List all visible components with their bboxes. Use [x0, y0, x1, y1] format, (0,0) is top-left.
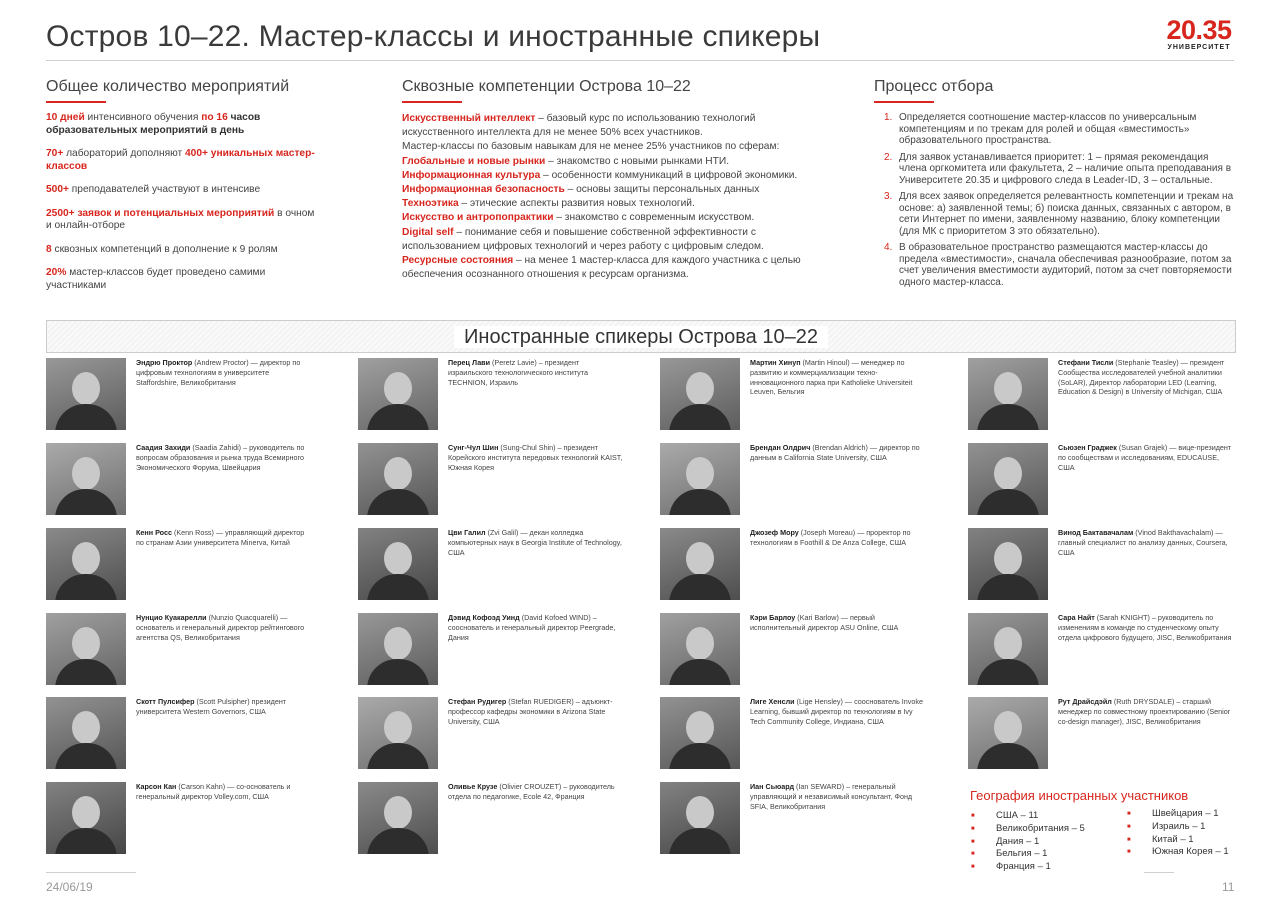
competence-desc: – знакомство с современным искусством. — [553, 212, 755, 224]
speaker-description: (Peretz Lavie) – президент израильского технологического института TECHNION, Израиль — [448, 358, 588, 387]
page-number: 11 — [1222, 880, 1235, 894]
speaker-photo — [46, 528, 126, 600]
geography-list-left — [996, 810, 1085, 874]
events-item-part: 20% — [46, 267, 67, 278]
speaker-card — [968, 443, 1233, 515]
speaker-bio — [136, 613, 311, 685]
speaker-name: Нунцио Куакарелли — [136, 613, 207, 622]
competence-item — [402, 211, 802, 225]
competences-heading-text: Сквозные компетенции Острова 10–22 — [402, 78, 691, 95]
speaker-photo — [46, 443, 126, 515]
speaker-photo — [660, 697, 740, 769]
speaker-description: (Zvi Galil) — декан колледжа компьютерных наук в Georgia Institute of Technology, США — [448, 528, 622, 557]
speaker-card — [358, 528, 623, 600]
events-item-part: лабораторий дополняют — [63, 148, 185, 159]
events-item — [46, 148, 316, 173]
photo-head-silhouette — [686, 627, 714, 660]
competence-item — [402, 197, 802, 211]
page-title: Остров 10–22. Мастер-классы и иностранные спикеры — [46, 20, 821, 53]
speaker-bio — [750, 782, 925, 854]
speaker-name: Карсон Кан — [136, 782, 177, 791]
selection-step-number: 2. — [884, 151, 893, 163]
speaker-description: (Vinod Bakthavachalam) — главный специалист по анализу данных, Coursera, США — [1058, 528, 1228, 557]
speaker-bio — [1058, 528, 1233, 600]
competence-name: Техноэтика — [402, 198, 459, 210]
speaker-bio — [136, 528, 311, 600]
speaker-description: (Stefan RUEDIGER) – адъюнкт-профессор кафедры экономики в Arizona State University, США — [448, 697, 613, 726]
geography-item: ■ Бельгия – 1 — [996, 848, 1085, 861]
speaker-card — [46, 443, 311, 515]
events-item — [46, 208, 316, 233]
speaker-card — [358, 782, 623, 854]
photo-head-silhouette — [384, 372, 412, 405]
photo-head-silhouette — [686, 711, 714, 744]
speaker-description: (Kari Barlow) — первый исполнительный директор ASU Online, США — [750, 613, 899, 632]
speaker-bio — [750, 697, 925, 769]
photo-head-silhouette — [686, 372, 714, 405]
selection-step-number: 1. — [884, 112, 893, 123]
photo-head-silhouette — [686, 457, 714, 490]
events-item-part: интенсивного обучения — [84, 112, 202, 123]
speaker-bio — [448, 443, 623, 515]
photo-head-silhouette — [686, 796, 714, 829]
speaker-card — [660, 613, 925, 685]
speaker-bio — [1058, 697, 1233, 769]
speaker-description: (Sarah KNIGHT) – руководитель по изменениям в команде по студенческому опыту отдела цифрового будущего, JISC, Великобритания — [1058, 613, 1232, 642]
speaker-card — [968, 358, 1233, 430]
speaker-bio — [1058, 613, 1233, 685]
competence-item — [402, 140, 802, 154]
speaker-bio — [136, 358, 311, 430]
selection-step-text: В образовательное пространство размещаются мастер-классы до предела «вместимости», сначала обеспечивая разнообразие, потом за счет увеличения вместимости аудиторий, потом за счет повторяемости одного мастер-класса. — [899, 242, 1232, 288]
events-item — [46, 267, 316, 292]
photo-head-silhouette — [994, 372, 1022, 405]
speaker-description: (Nunzio Quacquarelli) — основатель и генеральный директор рейтингового агентства QS, Великобритания — [136, 613, 305, 642]
competence-name: Digital self — [402, 226, 454, 238]
speaker-description: (Martin Hinoul) — менеджер по развитию и коммерциализации техно-инновационного парка при Katholieke Universiteit Leuven, Бельгия — [750, 358, 913, 397]
geography-item: ■ Швейцария – 1 — [1152, 808, 1229, 821]
title-divider — [46, 60, 1234, 61]
footer-divider-left — [46, 872, 136, 873]
competences-heading — [402, 78, 691, 103]
speaker-name: Стефан Рудигер — [448, 697, 507, 706]
events-item-part: в очном и онлайн-отборе — [46, 207, 315, 231]
speaker-photo — [46, 697, 126, 769]
speaker-card — [968, 528, 1233, 600]
competence-name: Искусственный интеллект — [402, 113, 536, 124]
photo-head-silhouette — [384, 457, 412, 490]
speaker-photo — [46, 358, 126, 430]
photo-head-silhouette — [994, 457, 1022, 490]
events-heading — [46, 78, 289, 103]
speaker-description: (Joseph Moreau) — проректор по технологиям в Foothill & De Anza College, США — [750, 528, 911, 547]
geography-title: География иностранных участников — [970, 788, 1189, 803]
photo-head-silhouette — [994, 627, 1022, 660]
geography-item: ■ Великобритания – 5 — [996, 823, 1085, 836]
speaker-photo — [358, 782, 438, 854]
events-item-part: сквозных компетенций в дополнение к 9 ролям — [51, 243, 278, 255]
events-item — [46, 112, 316, 137]
speaker-photo — [968, 358, 1048, 430]
competence-desc: – базовый курс по использованию технологий искусственного интеллекта для не менее 50% всех участников. — [402, 113, 756, 139]
speaker-name: Кэри Барлоу — [750, 613, 796, 622]
speaker-name: Рут Драйсдэйл — [1058, 697, 1112, 706]
photo-head-silhouette — [72, 711, 100, 744]
selection-step-text: Для всех заявок определяется релевантность компетенции и трекам на основе: а) заявленной темы; б) поиска данных, связанных с автором, в сети Интернет по имени, заявленному названию, блоку компетенции (для МК с приоритетом 3 это обязательно). — [899, 191, 1234, 237]
events-item-part: 500+ — [46, 184, 69, 195]
speaker-card — [660, 443, 925, 515]
competence-item — [402, 226, 802, 254]
competence-desc: – этические аспекты развития новых технологий. — [458, 198, 695, 210]
speaker-photo — [660, 782, 740, 854]
photo-head-silhouette — [72, 627, 100, 660]
speaker-photo — [660, 528, 740, 600]
photo-head-silhouette — [686, 542, 714, 575]
competence-item — [402, 254, 802, 282]
speaker-bio — [448, 782, 623, 854]
speaker-photo — [660, 358, 740, 430]
competence-name: Искусство и антропопрактики — [402, 212, 554, 224]
speaker-name: Лиге Хенсли — [750, 697, 795, 706]
competence-item — [402, 183, 802, 197]
speaker-photo — [660, 613, 740, 685]
speaker-description: (Sung-Chul Shin) – президент Корейского института передовых технологий KAIST, Южная Корея — [448, 443, 623, 472]
speaker-card — [968, 613, 1233, 685]
competence-desc: – основы защиты персональных данных — [564, 184, 760, 196]
competence-desc: – знакомство с новыми рынками НТИ. — [545, 155, 730, 167]
geography-item: ■ Южная Корея – 1 — [1152, 846, 1229, 859]
selection-step-number: 3. — [884, 191, 893, 202]
events-item-part: часов образовательных мероприятий в день — [46, 112, 261, 136]
speaker-card — [358, 358, 623, 430]
speaker-bio — [136, 697, 311, 769]
competence-desc: – особенности коммуникаций в цифровой экономики. — [540, 169, 798, 181]
events-item-part: преподавателей участвуют в интенсиве — [68, 184, 261, 195]
speaker-name: Дэвид Кофоэд Уинд — [448, 613, 520, 622]
selection-step — [884, 191, 1234, 237]
speaker-bio — [1058, 443, 1233, 515]
speaker-name: Сунг-Чул Шин — [448, 443, 499, 452]
speaker-bio — [750, 528, 925, 600]
speaker-bio — [448, 613, 623, 685]
speaker-bio — [136, 443, 311, 515]
speaker-description: (Susan Grajek) — вице-президент по сообществам и исследованиям, EDUCAUSE, США — [1058, 443, 1232, 472]
speaker-description: (Lige Hensley) — сооснователь Invoke Learning, бывший директор по технологиям в Ivy Tech Community College, Индиана, США — [750, 697, 923, 726]
speaker-photo — [358, 358, 438, 430]
speaker-description: (Ian SEWARD) – генеральный управляющий и независимый консультант, Фонд SFIA, Великобритания — [750, 782, 913, 811]
photo-head-silhouette — [72, 542, 100, 575]
speaker-description: (Scott Pulsipher) президент университета Western Governors, США — [136, 697, 287, 716]
events-item-part: 400+ уникальных мастер-классов — [46, 148, 315, 172]
speaker-name: Стефани Тисли — [1058, 358, 1114, 367]
speaker-name: Перец Лави — [448, 358, 491, 367]
logo-number: 20.35 — [1166, 15, 1232, 45]
events-item-part: 70+ — [46, 148, 64, 159]
speaker-card — [358, 443, 623, 515]
selection-step — [884, 112, 1234, 147]
photo-head-silhouette — [72, 457, 100, 490]
speaker-card — [46, 528, 311, 600]
speaker-photo — [968, 697, 1048, 769]
selection-step-text: Для заявок устанавливается приоритет: 1 – прямая рекомендация члена оргкомитета или факультета, 2 – наличие опыта преподавания в Университете 20.35 и цифрового следа в Leader-ID, 3 – остальные. — [899, 151, 1232, 186]
speaker-name: Винод Бактавачалам — [1058, 528, 1134, 537]
speakers-banner-title: Иностранные спикеры Острова 10–22 — [454, 326, 828, 348]
geography-item: ■ Франция – 1 — [996, 861, 1085, 874]
events-item — [46, 184, 316, 197]
competence-item — [402, 155, 802, 169]
speaker-description: (Saadia Zahidi) – руководитель по вопросам образования и рынка труда Всемирного Экономического Форума, Швейцария — [136, 443, 305, 472]
photo-head-silhouette — [994, 711, 1022, 744]
photo-head-silhouette — [72, 372, 100, 405]
competence-name: Глобальные и новые рынки — [402, 155, 546, 167]
photo-head-silhouette — [384, 542, 412, 575]
footer-divider-right — [1144, 872, 1174, 873]
speaker-card — [46, 613, 311, 685]
events-item-part: по 16 — [201, 112, 228, 123]
speaker-bio — [448, 697, 623, 769]
speaker-photo — [46, 613, 126, 685]
speaker-bio — [750, 613, 925, 685]
geography-item: ■ Китай – 1 — [1152, 834, 1229, 847]
speakers-banner — [46, 320, 1236, 353]
speaker-card — [660, 782, 925, 854]
speaker-photo — [968, 443, 1048, 515]
selection-heading-text: Процесс отбора — [874, 78, 994, 95]
events-heading-text: Общее количество мероприятий — [46, 78, 290, 95]
geography-item: ■ США – 11 — [996, 810, 1085, 823]
speaker-name: Кенн Росс — [136, 528, 172, 537]
speaker-card — [660, 358, 925, 430]
events-item-part: 2500+ заявок и потенциальных мероприятий — [46, 207, 275, 219]
speaker-photo — [46, 782, 126, 854]
speaker-card — [46, 358, 311, 430]
speaker-photo — [358, 613, 438, 685]
selection-step-number: 4. — [884, 242, 893, 253]
geography-list-right — [1152, 808, 1229, 859]
speaker-name: Джозеф Мору — [750, 528, 799, 537]
speaker-bio — [750, 443, 925, 515]
speaker-photo — [968, 528, 1048, 600]
speaker-card — [660, 528, 925, 600]
footer-date: 24/06/19 — [46, 880, 93, 894]
speaker-photo — [358, 697, 438, 769]
events-item-part: 10 дней — [46, 112, 85, 123]
speaker-card — [660, 697, 925, 769]
competence-name: Информационная культура — [402, 169, 541, 181]
speaker-name: Скотт Пулсифер — [136, 697, 195, 706]
logo-text: УНИВЕРСИТЕТ — [1167, 44, 1231, 51]
speaker-name: Иан Сьюард — [750, 782, 795, 791]
selection-step-text: Определяется соотношение мастер-классов по универсальным компетенциям и по трекам для ролей и общая «вместимость» образовательного пространства. — [899, 112, 1197, 146]
speaker-name: Оливье Крузе — [448, 782, 498, 791]
speaker-bio — [1058, 358, 1233, 430]
photo-head-silhouette — [384, 711, 412, 744]
competence-desc: – на менее 1 мастер-класса для каждого участника с целью обеспечения осознанного отношения к ресурсам организма. — [402, 255, 801, 281]
speaker-card — [358, 613, 623, 685]
speaker-card — [358, 697, 623, 769]
speaker-name: Саадия Захиди — [136, 443, 191, 452]
events-item-part: 8 — [46, 243, 52, 255]
speaker-description: (Andrew Proctor) — директор по цифровым технологиям в университете Staffordshire, Великобритания — [136, 358, 301, 387]
speaker-name: Сьюзен Граджек — [1058, 443, 1117, 452]
speaker-description: (Ruth DRYSDALE) – старший менеджер по совместному проектированию (Senior co-design manager), JISC, Великобритания — [1058, 697, 1231, 726]
selection-steps — [884, 112, 1234, 293]
speaker-photo — [968, 613, 1048, 685]
speaker-bio — [750, 358, 925, 430]
competence-name: Ресурсные состояния — [402, 255, 514, 267]
speaker-description: (Stephanie Teasley) — президент Сообщества исследователей учебной аналитики (SoLAR), Директор лаборатории LED (Learning, Education & Design) в University of Michigan, США — [1058, 358, 1225, 397]
heading-underline — [46, 101, 106, 103]
speaker-name: Сара Найт — [1058, 613, 1095, 622]
events-item-part: мастер-классов будет проведено самими участниками — [46, 267, 266, 291]
speaker-bio — [448, 528, 623, 600]
speaker-card — [46, 697, 311, 769]
competence-desc: – понимание себя и повышение собственной эффективности с использованием цифровых технологий и через работу с цифровым следом. — [402, 226, 764, 252]
speaker-photo — [358, 443, 438, 515]
speaker-name: Мартин Хинуп — [750, 358, 801, 367]
geography-item: ■ Дания – 1 — [996, 836, 1085, 849]
speaker-photo — [660, 443, 740, 515]
selection-step — [884, 242, 1234, 288]
heading-underline — [874, 101, 934, 103]
speaker-bio — [136, 782, 311, 854]
speaker-description: (Olivier CROUZET) – руководитель отдела по педагогике, Ecole 42, Франция — [448, 782, 615, 801]
photo-head-silhouette — [384, 627, 412, 660]
selection-step — [884, 152, 1234, 187]
speaker-name: Брендан Олдрич — [750, 443, 811, 452]
competence-item — [402, 112, 802, 140]
speaker-photo — [358, 528, 438, 600]
events-list — [46, 112, 316, 303]
events-item — [46, 244, 316, 257]
speaker-name: Эндрю Проктор — [136, 358, 193, 367]
competence-item — [402, 169, 802, 183]
university-logo — [1160, 16, 1238, 51]
heading-underline — [402, 101, 462, 103]
speaker-description: (Kenn Ross) — управляющий директор по странам Азии университета Minerva, Китай — [136, 528, 305, 547]
geography-item: ■ Израиль – 1 — [1152, 821, 1229, 834]
photo-head-silhouette — [72, 796, 100, 829]
photo-head-silhouette — [994, 542, 1022, 575]
competence-desc: Мастер-классы по базовым навыкам для не менее 25% участников по сферам: — [402, 141, 780, 153]
speaker-description: (Carson Kahn) — со-основатель и генеральный директор Volley.com, США — [136, 782, 291, 801]
selection-heading — [874, 78, 993, 103]
competences-list — [402, 112, 802, 282]
competence-name: Информационная безопасность — [402, 184, 565, 196]
speaker-description: (Brendan Aldrich) — директор по данным в California State University, США — [750, 443, 920, 462]
speaker-bio — [448, 358, 623, 430]
speaker-description: (David Kofoed WIND) – сооснователь и генеральный директор Peergrade, Дания — [448, 613, 616, 642]
speaker-card — [968, 697, 1233, 769]
speaker-card — [46, 782, 311, 854]
speaker-name: Цви Галил — [448, 528, 486, 537]
photo-head-silhouette — [384, 796, 412, 829]
